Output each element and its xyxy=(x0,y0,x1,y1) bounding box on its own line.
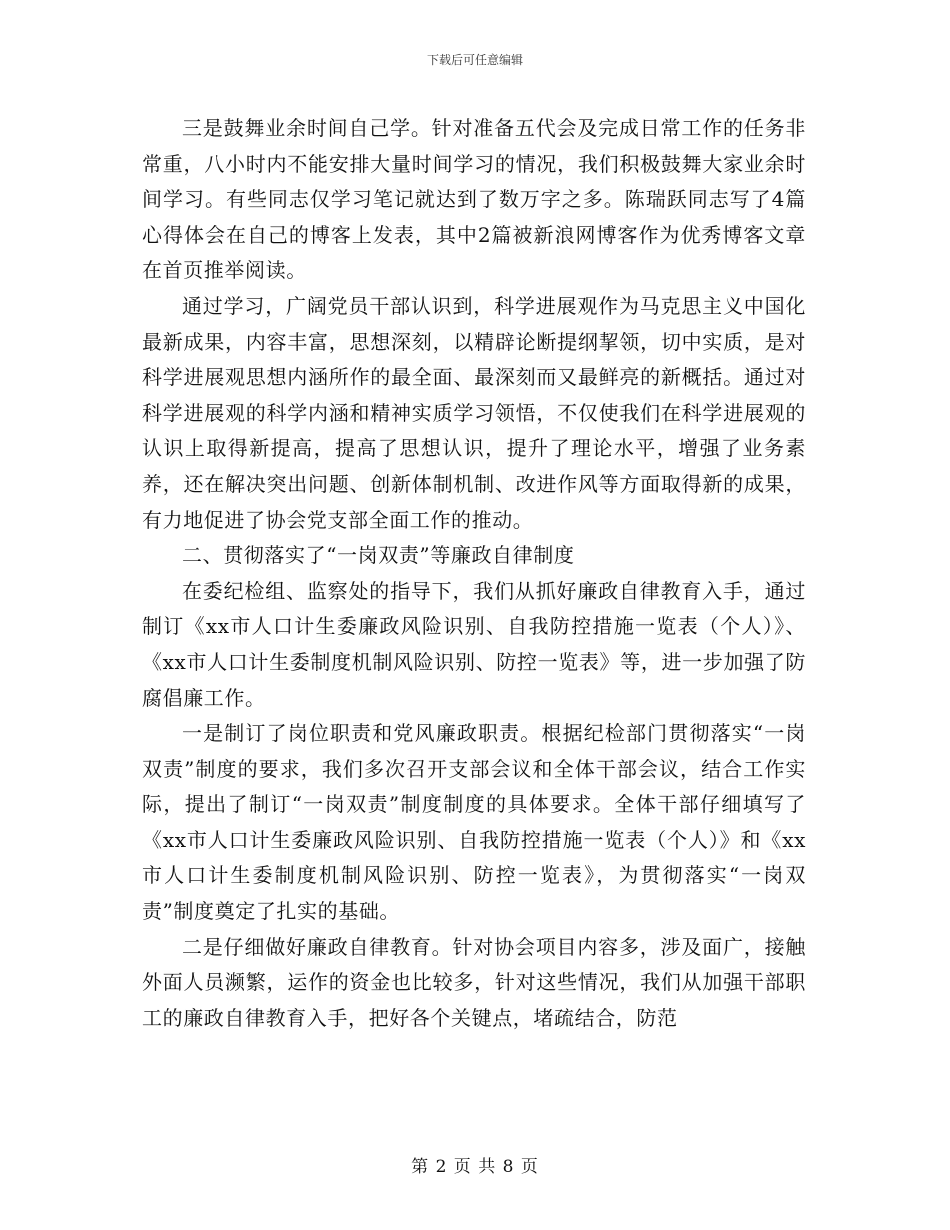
page-header: 下载后可任意编辑 xyxy=(426,53,523,67)
document-body xyxy=(142,111,806,1036)
paragraph-integrity-education: 在委纪检组、监察处的指导下，我们从抓好廉政自律教育入手，通过制订《xx市人口计生委廉政风险识别、自我防控措施一览表（个人）》、《xx市人口计生委制度机制风险识别、防控一览表》等，进一步加强了防腐倡廉工作。 xyxy=(142,578,806,710)
paragraph-study-outcomes: 通过学习，广阔党员干部认识到，科学进展观作为马克思主义中国化最新成果，内容丰富，思想深刻，以精辟论断提纲挈领，切中实质，是对科学进展观思想内涵所作的最全面、最深刻而又最鲜亮的新概括。通过对科学进展观的科学内涵和精神实质学习领悟，不仅使我们在科学进展观的认识上取得新提高，提高了思想认识，提升了理论水平，增强了业务素养，还在解决突出问题、创新体制机制、改进作风等方面取得新的成果，有力地促进了协会党支部全面工作的推动。 xyxy=(142,293,806,532)
paragraph-self-study: 三是鼓舞业余时间自己学。针对准备五代会及完成日常工作的任务非常重，八小时内不能安排大量时间学习的情况，我们积极鼓舞大家业余时间学习。有些同志仅学习笔记就达到了数万字之多。陈瑞跃同志写了4篇心得体会在自己的博客上发表，其中2篇被新浪网博客作为优秀博客文章在首页推举阅读。 xyxy=(142,116,806,283)
page-number-footer: 第 2 页 共 8 页 xyxy=(411,1157,539,1177)
paragraph-job-responsibilities: 一是制订了岗位职责和党风廉政职责。根据纪检部门贯彻落实“一岗双责”制度的要求，我们多次召开支部会议和全体干部会议，结合工作实际，提出了制订“一岗双责”制度制度的具体要求。全体干部仔细填写了《xx市人口计生委廉政风险识别、自我防控措施一览表（个人）》和《xx市人口计生委制度机制风险识别、防控一览表》，为贯彻落实“一岗双责”制度奠定了扎实的基础。 xyxy=(142,721,806,924)
paragraph-self-discipline-education: 二是仔细做好廉政自律教育。针对协会项目内容多，涉及面广，接触外面人员濒繁，运作的资金也比较多，针对这些情况，我们从加强干部职工的廉政自律教育入手，把好各个关键点，堵疏结合，防范 xyxy=(142,934,806,1030)
section-heading-integrity-system: 二、贯彻落实了“一岗双责”等廉政自律制度 xyxy=(182,543,575,568)
